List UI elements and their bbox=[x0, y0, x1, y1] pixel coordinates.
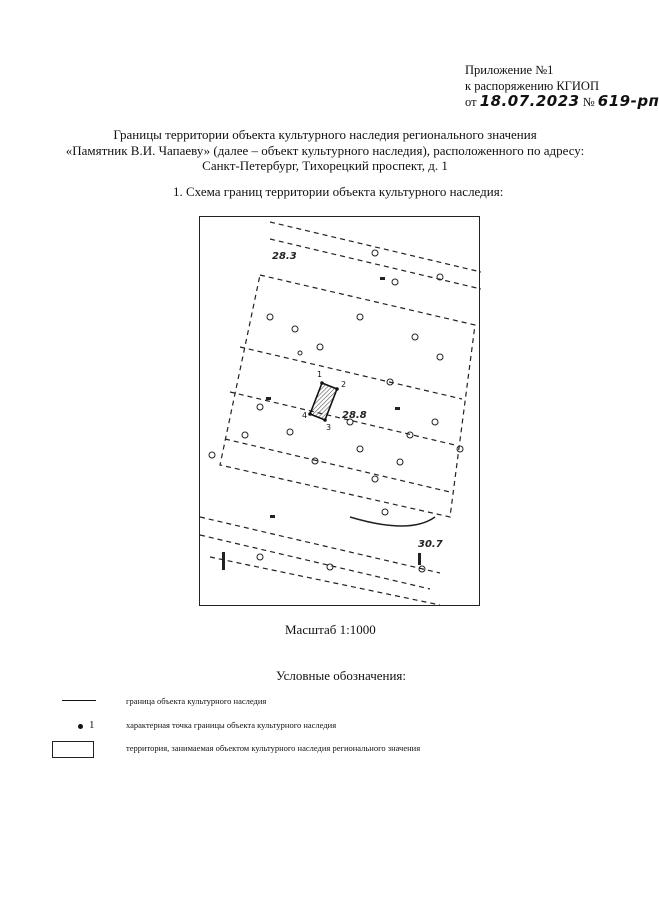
legend-territory-symbol bbox=[52, 741, 94, 758]
legend-title: Условные обозначения: bbox=[276, 668, 407, 683]
tree-symbols bbox=[209, 250, 463, 572]
section-heading: 1. Схема границ территории объекта культурного наследия: bbox=[173, 184, 504, 199]
order-date: 18.07.2023 bbox=[479, 92, 580, 110]
order-date-number bbox=[465, 92, 659, 110]
inner-path-3 bbox=[225, 439, 450, 492]
date-prefix: от bbox=[465, 95, 477, 109]
block-boundary bbox=[220, 275, 475, 517]
title-line-3: Санкт-Петербург, Тихорецкий проспект, д. 1 bbox=[202, 158, 448, 173]
order-number: 619-рп bbox=[597, 92, 659, 110]
legend-point-symbol bbox=[78, 724, 83, 729]
legend-point-number: 1 bbox=[89, 719, 95, 731]
boundary-scheme-map bbox=[199, 216, 480, 606]
street-line-bottom-2 bbox=[200, 535, 430, 589]
appendix-label: Приложение №1 bbox=[465, 63, 554, 77]
order-reference: к распоряжению КГИОП bbox=[465, 79, 599, 93]
number-sign: № bbox=[582, 95, 595, 109]
map-scale: Масштаб 1:1000 bbox=[285, 622, 376, 637]
map-drawing bbox=[200, 217, 481, 607]
elevation-mark-1: 28.8 bbox=[342, 410, 367, 421]
legend-boundary-text: граница объекта культурного наследия bbox=[126, 696, 267, 706]
inner-path-1 bbox=[240, 347, 462, 399]
elevation-mark-3: 30.7 bbox=[418, 539, 443, 550]
point-label-3: 3 bbox=[326, 423, 332, 432]
point-label-2: 2 bbox=[341, 380, 347, 389]
legend-territory-text: территория, занимаемая объектом культурного наследия регионального значения bbox=[126, 743, 421, 753]
title-line-2: «Памятник В.И. Чапаеву» (далее – объект культурного наследия), расположенного по адресу: bbox=[65, 143, 585, 158]
monument-territory bbox=[310, 383, 337, 420]
legend-boundary-symbol bbox=[62, 700, 96, 701]
point-label-1: 1 bbox=[317, 370, 323, 379]
curb-curve bbox=[350, 517, 435, 526]
legend-point-text: характерная точка границы объекта культурного наследия bbox=[126, 720, 337, 730]
title-line-1: Границы территории объекта культурного наследия регионального значения bbox=[113, 127, 537, 142]
elevation-mark-2: 28.3 bbox=[272, 251, 297, 262]
point-label-4: 4 bbox=[302, 411, 308, 420]
